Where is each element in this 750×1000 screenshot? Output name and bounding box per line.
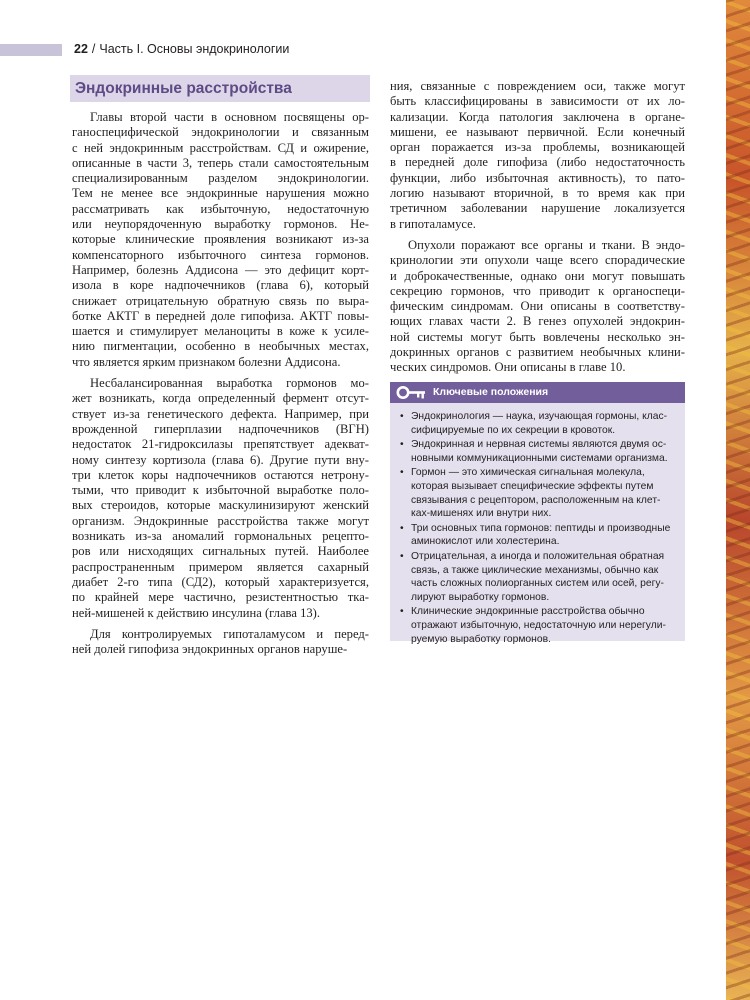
text-line: Например, болезнь Аддисона — это дефицит корт- [72,262,369,277]
key-points-header [390,382,685,403]
text-line: с ней эндокринным расстройствам. СД и ожирение, [72,140,369,155]
text-line: ров или нисходящих сигнальных путей. Наиболее [72,544,369,559]
text-line: Тем не менее все эндокринные нарушения можно [72,186,369,201]
text-line: функции, либо избыточная активность), то пато- [390,170,685,185]
text-line: мишени, ее называют первичной. Если конечный [390,124,685,139]
section-heading-bar [70,75,370,102]
text-line: докринных органов с развитием необычных клини- [390,345,685,360]
text-line: вых стероидов, которые маскулинизируют женский [72,498,369,513]
key-point-item [400,522,677,549]
text-line: ганоспецифической эндокринологии и связанным [72,125,369,140]
key-point-line: связывания с рецептором, расположенным на клет- [411,494,661,506]
key-points-title: Ключевые положения [433,386,549,398]
key-points-box [390,382,685,645]
text-line: ческих синдромов. Они описаны в главе 10. [390,360,626,375]
text-line: в передней доле гипофиза (либо недостаточность [390,155,685,170]
text-line: шается и стимулирует меланоциты в коже к усиле- [72,324,369,339]
key-point-line: аминокислот или холестерина. [411,536,560,548]
key-point-line: лируют выработку гормонов. [411,591,550,603]
key-point-item [400,410,677,437]
text-line: ствует из-за генетического дефекта. Например, при [72,406,369,421]
key-point-line: ках-мишенях или внутри них. [411,508,552,520]
text-line: орган поражается из-за проблемы, возникающей [390,140,685,155]
running-header [74,42,289,56]
key-point-line: связь, а также циклические механизмы, обычно как [411,564,659,576]
text-line: ющих главах части 2. В генез опухолей эндокрин- [390,314,685,329]
text-line: кализации. Когда патология заключена в органе- [390,109,685,124]
text-line: три клеток коры надпочечников остаются нетрону- [72,467,369,482]
key-point-line: • Три основных типа гормонов: пептиды и производные [411,522,671,534]
decorative-side-border [726,0,750,1000]
text-line: снижает отрицательную обратную связь по выра- [72,293,369,308]
key-point-line: • Эндокринология — наука, изучающая гормоны, клас- [411,411,668,422]
key-point-item [400,605,677,646]
text-line: ному синтезу кортизола (глава 6). Другие пути вну- [72,452,369,467]
text-line: тыми, что приводит к избыточной выработке поло- [72,483,369,498]
text-line: специализированным разделом эндокринологии. [72,171,369,186]
key-point-item [400,550,677,604]
text-line: кринологии эти опухоли чаще всего спорадические [390,253,685,268]
key-point-line: сифицируемые по их секреции в кровоток. [411,424,616,436]
key-point-line: • Гормон — это химическая сигнальная молекула, [411,467,645,479]
page-number: 22 [74,42,88,56]
right-text-column [390,79,685,376]
section-title: Эндокринные расстройства [75,80,292,97]
key-point-line: руемую выработку гормонов. [411,633,551,645]
header-separator: / [91,42,96,56]
text-line: возникать из-за аномалий гормональных рецепто- [72,529,369,544]
text-line: ней-мишеней к действию инсулина (глава 13). [72,605,321,620]
text-line: или неупорядоченную выработку гормонов. Не- [72,217,369,232]
text-line: ной системы могут быть вовлечены несколько эн- [390,329,685,344]
part-title: Часть I. Основы эндокринологии [99,42,290,56]
text-line: что является ярким признаком болезни Аддисона. [72,354,341,369]
text-line: Главы второй части в основном посвящены ор- [90,110,369,124]
text-line: которые клинические проявления возникают из-за [72,232,369,247]
text-line: распространенным примером является сахарный [72,559,369,574]
text-line: Для контролируемых гипоталамусом и перед- [90,626,369,641]
text-line: жет возникать, когда определенный фермент отсут- [72,391,369,406]
text-line: логию называют вторичной, в то время как при [390,186,685,201]
text-line: недостаток 21-гидроксилазы препятствует адекват- [72,437,369,452]
key-point-line: новными коммуникационными системами организма. [411,452,668,464]
key-points-list [390,403,685,646]
text-line: по крайней мере частично, резистентностью тка- [72,590,369,605]
key-point-item [400,438,677,465]
key-point-line: • Клинические эндокринные расстройства обычно [411,606,645,618]
text-line: диабет 2-го типа (СД2), который характеризуется, [72,574,369,589]
key-point-line: часть сложных полиорганных систем или осей, регу- [411,578,664,590]
text-line: компенсаторного избыточного синтеза гормонов. [72,247,369,262]
text-line: фическим синдромам. Они описаны в соответству- [390,299,685,314]
text-line: ней долей гипофиза эндокринных органов наруше- [72,642,348,657]
text-line: ботке АКТГ в передней доле гипофиза. АКТГ повы- [72,308,369,323]
key-point-line: которая вызывает специфические эффекты путем [411,480,654,492]
text-line: Несбалансированная выработка гормонов мо- [90,376,369,391]
key-point-line: • Отрицательная, а иногда и положительная обратная [411,550,665,562]
key-point-line: отражают избыточную, недостаточную или нерегули- [411,619,666,631]
text-line: врожденной гиперплазии надпочечников (ВГН) [72,421,369,436]
key-icon [396,385,426,400]
text-line: изола в коре надпочечников (глава 6), который [72,278,369,293]
text-line: ния, связанные с повреждением оси, также могут [390,79,685,93]
text-line: нию пигментации, особенно в необычных местах, [72,339,369,354]
left-text-column [72,110,369,657]
header-color-band [0,44,62,56]
key-point-item [400,466,677,520]
text-line: третичном заболевании нарушение локализуется [390,201,685,216]
text-line: Опухоли поражают все органы и ткани. В эндо- [408,237,685,252]
text-line: описанные в части 3, теперь стали самостоятельным [72,155,369,170]
key-point-line: • Эндокринная и нервная системы являются двумя ос- [411,439,667,451]
text-line: в гипоталамусе. [390,216,476,231]
text-line: рассматривать как избыточную, недостаточную [72,201,369,216]
text-line: организм. Эндокринные расстройства также могут [72,513,369,528]
text-line: секрецию гормонов, что приводит к органоспеци- [390,283,685,298]
text-line: и доброкачественные, однако они могут повышать [390,268,685,283]
text-line: быть классифицированы в зависимости от их ло- [390,94,685,109]
